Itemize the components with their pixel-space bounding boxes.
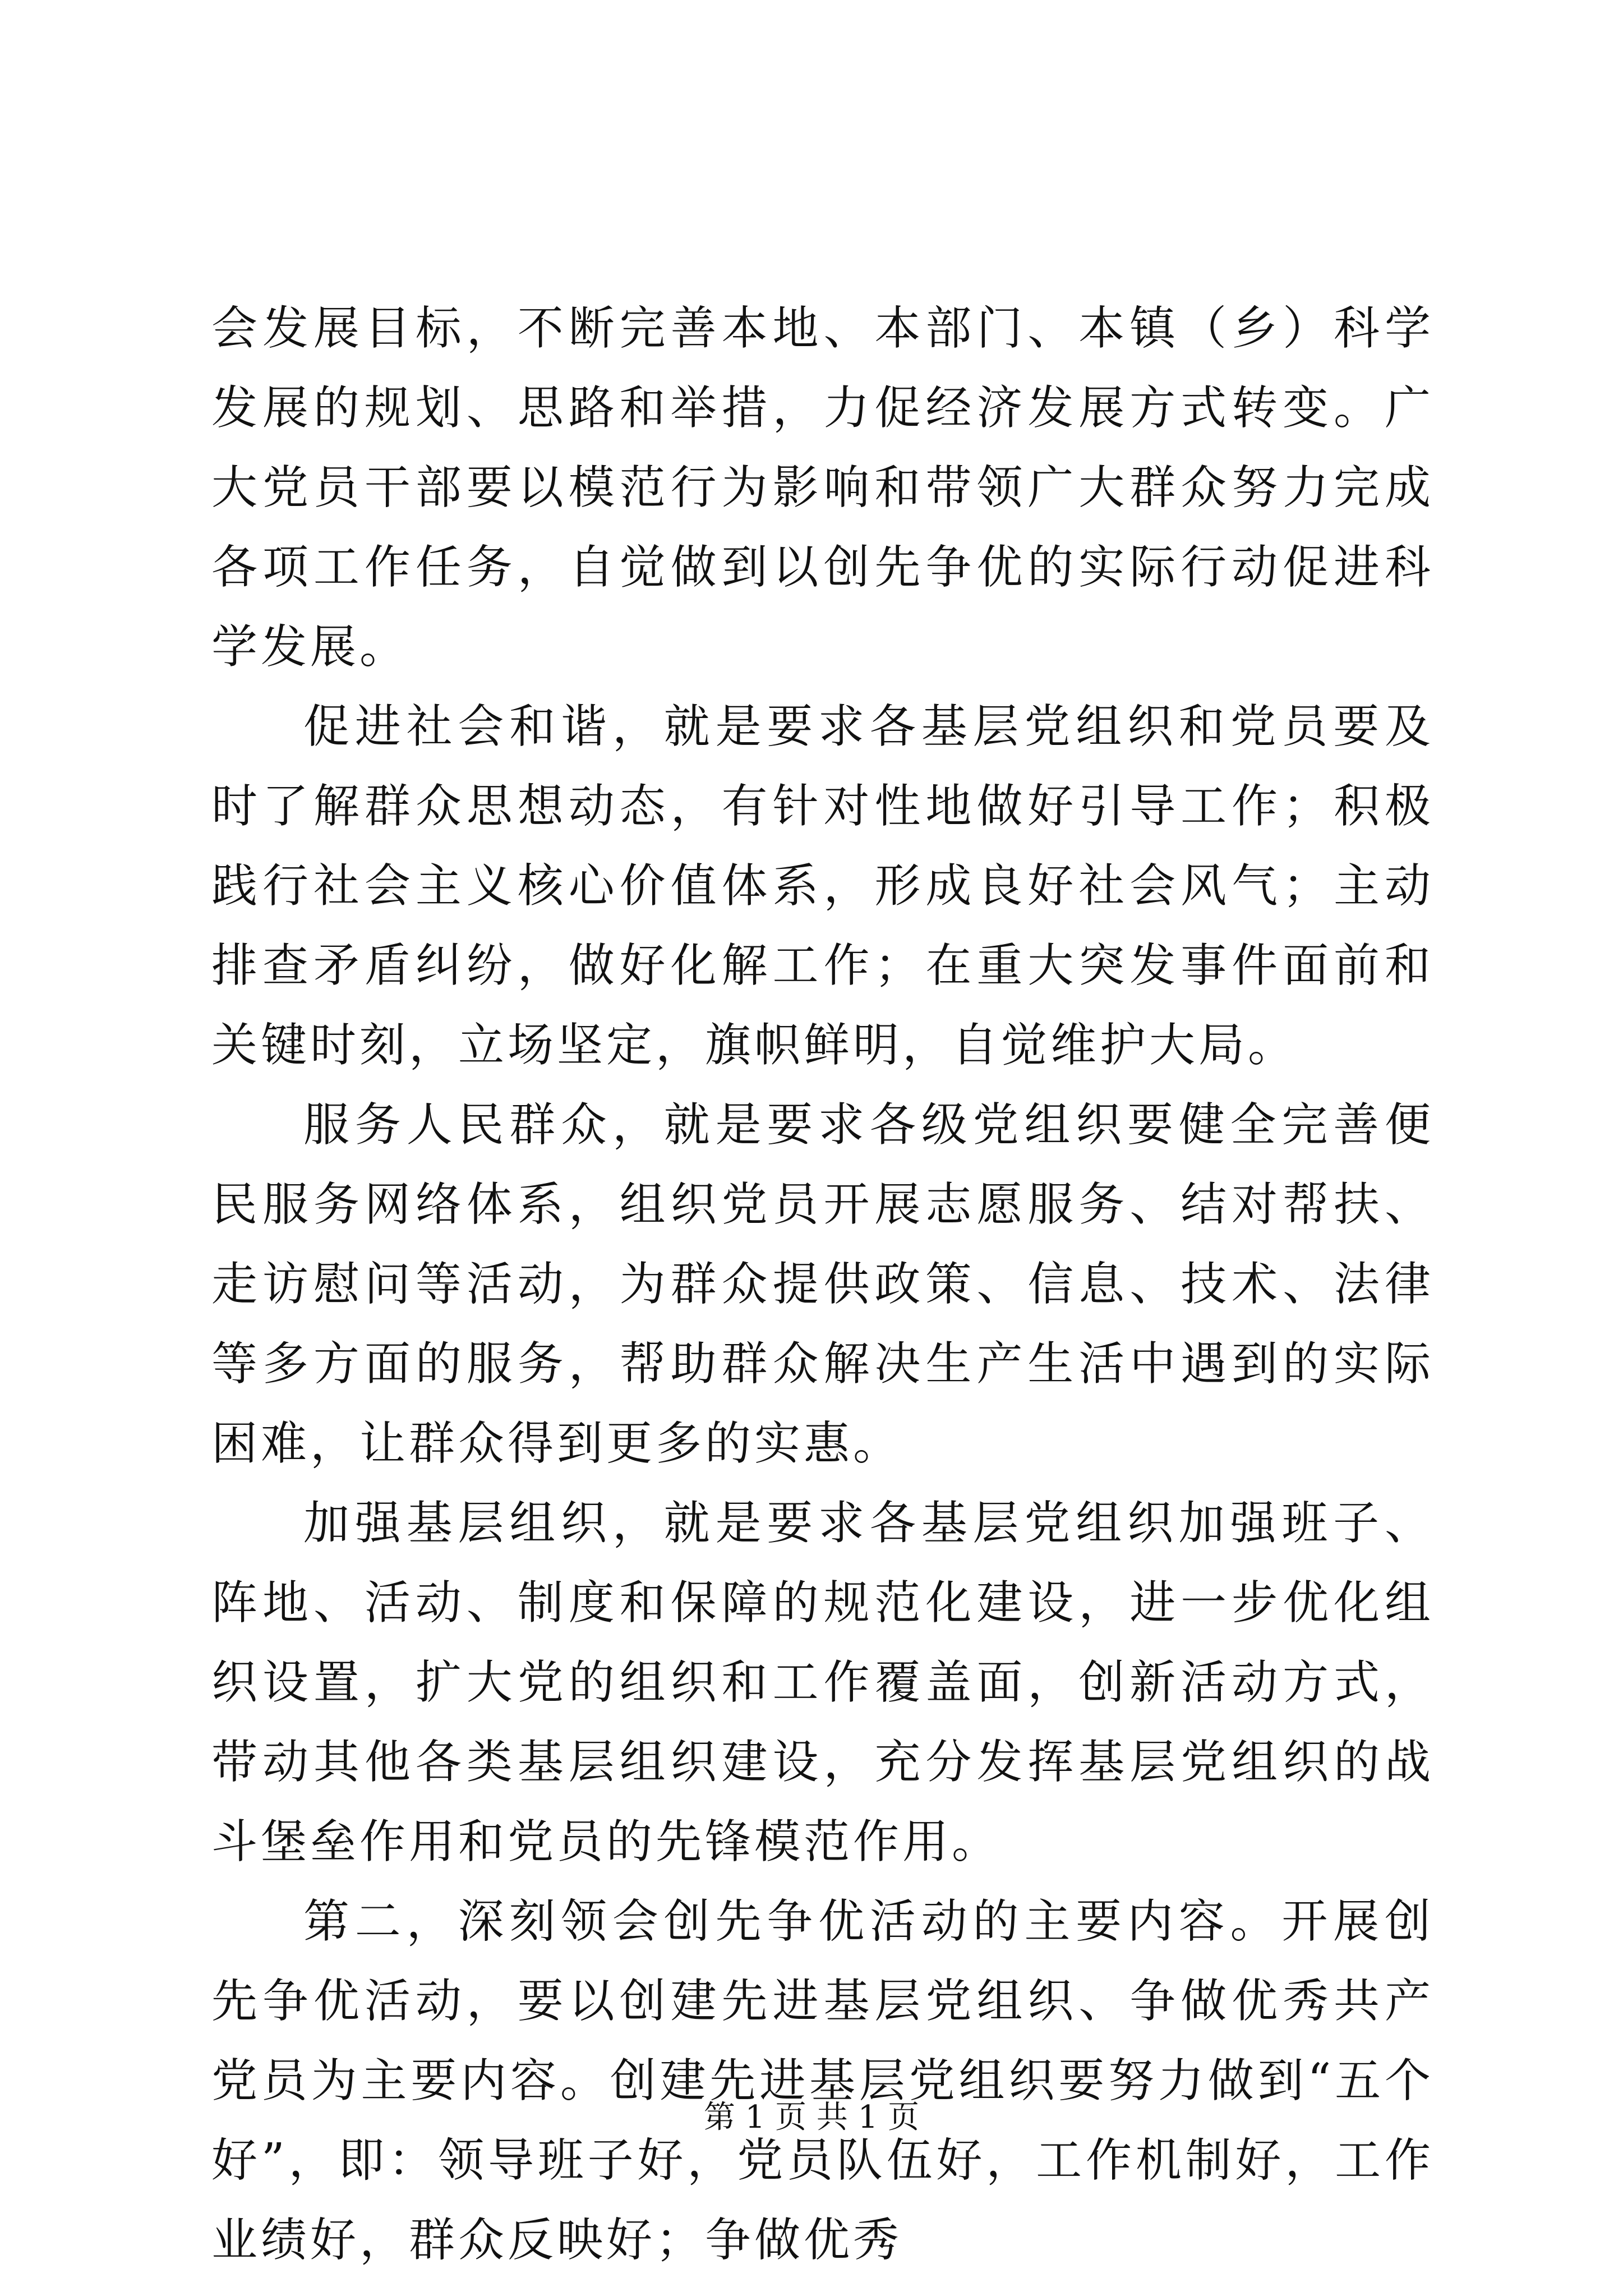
document-body bbox=[211, 289, 1434, 2280]
page-number-label: 第 1 页 共 1 页 bbox=[703, 2099, 920, 2136]
paragraph-3: 服务人民群众，就是要求各级党组织要健全完善便民服务网络体系，组织党员开展志愿服务、结对帮扶、走访慰问等活动，为群众提供政策、信息、技术、法律等多方面的服务，帮助群众解决生产生活中遇到的实际困难，让群众得到更多的实惠。 bbox=[211, 1098, 1434, 1470]
paragraph-4: 加强基层组织，就是要求各基层党组织加强班子、阵地、活动、制度和保障的规范化建设，进一步优化组织设置，扩大党的组织和工作覆盖面，创新活动方式，带动其他各类基层组织建设，充分发挥基层党组织的战斗堡垒作用和党员的先锋模范作用。 bbox=[211, 1497, 1434, 1869]
paragraph-2: 促进社会和谐，就是要求各基层党组织和党员要及时了解群众思想动态，有针对性地做好引导工作；积极践行社会主义核心价值体系，形成良好社会风气；主动排查矛盾纠纷，做好化解工作；在重大突发事件面前和关键时刻，立场坚定，旗帜鲜明，自觉维护大局。 bbox=[211, 700, 1434, 1072]
paragraph-5: 第二，深刻领会创先争优活动的主要内容。开展创先争优活动，要以创建先进基层党组织、争做优秀共产党员为主要内容。创建先进基层党组织要努力做到“五个好”，即：领导班子好，党员队伍好，工作机制好，工作业绩好，群众反映好；争做优秀 bbox=[211, 1895, 1434, 2267]
paragraph-1: 会发展目标，不断完善本地、本部门、本镇（乡）科学发展的规划、思路和举措，力促经济发展方式转变。广大党员干部要以模范行为影响和带领广大群众努力完成各项工作任务，自觉做到以创先争优的实际行动促进科学发展。 bbox=[211, 302, 1434, 674]
page-footer bbox=[0, 2095, 1623, 2140]
